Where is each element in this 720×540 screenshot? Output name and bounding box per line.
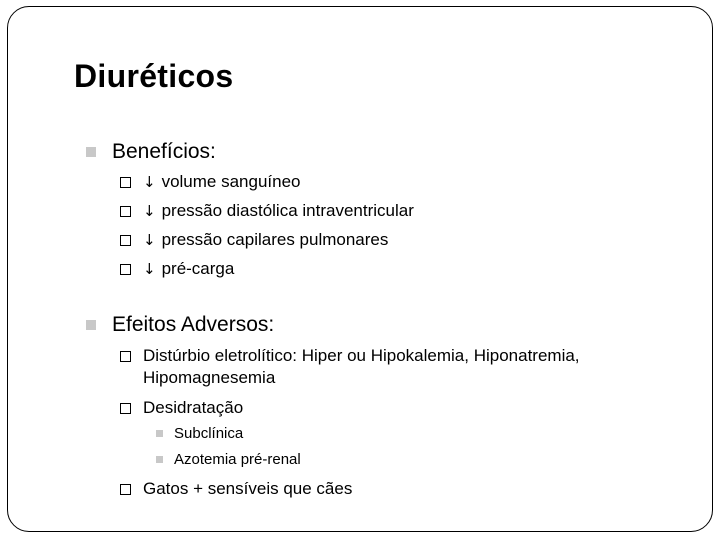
section-heading-efeitos-adversos — [86, 313, 274, 337]
hollow-square-bullet-icon — [120, 177, 131, 188]
hollow-square-bullet-icon — [120, 235, 131, 246]
list-item — [120, 478, 352, 500]
down-arrow-icon: ↓ — [143, 173, 156, 191]
list-item-text: pressão diastólica intraventricular — [161, 201, 414, 220]
hollow-square-bullet-icon — [120, 403, 131, 414]
sub-list-item — [156, 425, 243, 442]
down-arrow-icon: ↓ — [143, 231, 156, 249]
gray-square-bullet-icon — [156, 456, 163, 463]
hollow-square-bullet-icon — [120, 351, 131, 362]
sub-list-item — [156, 451, 301, 468]
list-item-text: pressão capilares pulmonares — [161, 230, 389, 249]
list-item — [120, 229, 388, 251]
list-item-text: volume sanguíneo — [161, 172, 301, 191]
section-heading-label: Benefícios: — [112, 140, 216, 163]
list-item — [120, 171, 301, 193]
list-item — [120, 397, 243, 419]
down-arrow-icon: ↓ — [143, 260, 156, 278]
gray-square-bullet-icon — [86, 147, 96, 157]
gray-square-bullet-icon — [86, 320, 96, 330]
sub-list-item-text: Azotemia pré-renal — [174, 451, 301, 468]
gray-square-bullet-icon — [156, 430, 163, 437]
down-arrow-icon: ↓ — [143, 202, 156, 220]
section-heading-beneficios — [86, 140, 216, 164]
slide-title: Diuréticos — [74, 58, 234, 94]
section-heading-label: Efeitos Adversos: — [112, 313, 275, 336]
hollow-square-bullet-icon — [120, 206, 131, 217]
hollow-square-bullet-icon — [120, 264, 131, 275]
list-item — [120, 200, 414, 222]
list-item-text-line: Hipomagnesemia — [143, 368, 276, 387]
list-item-text: pré-carga — [161, 259, 235, 278]
list-item-text: Gatos + sensíveis que cães — [143, 479, 353, 498]
list-item-text — [143, 345, 580, 389]
list-item-text-line: Distúrbio eletrolítico: Hiper ou Hipokalemia, Hiponatremia, — [143, 346, 580, 365]
list-item-text: Desidratação — [143, 398, 244, 417]
list-item — [120, 345, 580, 389]
sub-list-item-text: Subclínica — [174, 425, 244, 442]
list-item — [120, 258, 234, 280]
hollow-square-bullet-icon — [120, 484, 131, 495]
